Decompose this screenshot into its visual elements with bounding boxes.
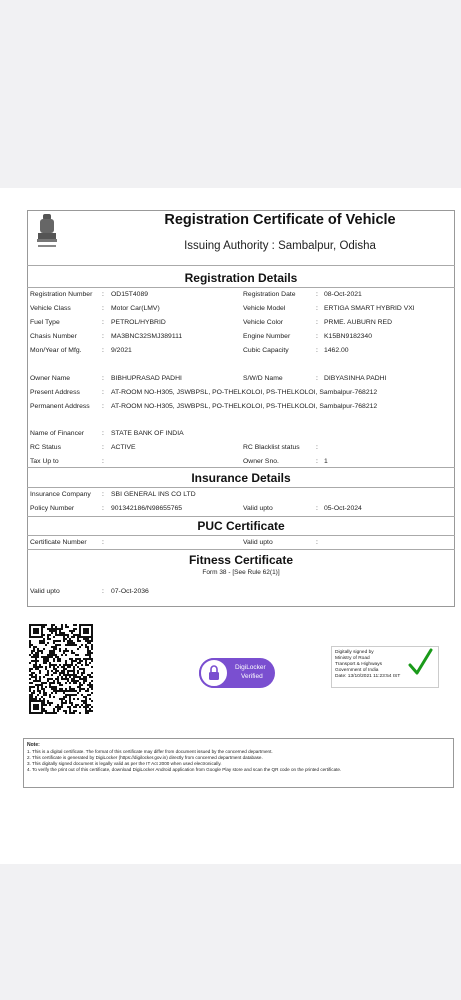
signature-line: Digitally signed by [335,650,374,655]
note-line: 3. This digitally signed document is legally valid as per the IT Act 2000 when used electronically. [27,761,222,766]
fitness-certificate-heading: Fitness Certificate [188,553,294,567]
divider [27,487,455,488]
colon: : [316,444,318,451]
insurance-details-heading: Insurance Details [191,471,291,485]
colon: : [102,403,104,410]
chassis-label: Chasis Number [30,333,77,340]
divider [27,535,455,536]
colon: : [102,333,104,340]
puc-valid-label: Valid upto [243,539,273,546]
checkmark-icon [406,647,434,679]
rc-status-label: RC Status [30,444,61,451]
colon: : [316,539,318,546]
policy-value: 901342186/N98655765 [111,505,183,512]
mfg-value: 9/2021 [111,347,132,354]
owner-sno-value: 1 [324,458,328,465]
registration-details-heading: Registration Details [184,271,298,285]
note-line: 2. This certificate is generated by DigiLocker (https://digilocker.gov.in) directly from concerned department database. [27,755,263,760]
insurance-company-value: SBI GENERAL INS CO LTD [111,491,196,498]
blacklist-label: RC Blacklist status [243,444,300,451]
insurance-valid-value: 05-Oct-2024 [324,505,362,512]
vehicle-class-label: Vehicle Class [30,305,71,312]
chassis-value: MA3BNC32SMJ389111 [111,333,183,340]
divider [27,265,455,266]
digilocker-lock-icon [199,658,229,688]
policy-label: Policy Number [30,505,75,512]
owner-value: BIBHUPRASAD PADHI [111,375,182,382]
financer-label: Name of Financer [30,430,85,437]
colon: : [102,375,104,382]
vehicle-class-value: Motor Car(LMV) [111,305,160,312]
fitness-valid-value: 07-Oct-2036 [111,588,149,595]
issuing-authority: Issuing Authority : Sambalpur, Odisha [184,240,376,252]
colon: : [102,491,104,498]
divider [27,516,455,517]
divider [27,549,455,550]
financer-value: STATE BANK OF INDIA [111,430,184,437]
colon: : [316,291,318,298]
qr-code-icon [29,624,93,714]
colon: : [102,347,104,354]
fitness-form-reference: Form 38 - [See Rule 62(1)] [202,569,280,576]
signature-date: Date: 13/10/2021 11:23:54 IST [335,674,401,679]
owner-sno-label: Owner Sno. [243,458,279,465]
divider [27,287,455,288]
insurance-valid-label: Valid upto [243,505,273,512]
reg-date-label: Registration Date [243,291,296,298]
colon: : [102,588,104,595]
swd-label: S/W/D Name [243,375,283,382]
certificate-page [0,188,461,864]
colon: : [316,305,318,312]
note-heading: Note: [27,742,40,748]
owner-label: Owner Name [30,375,71,382]
reg-number-value: OD15T4089 [111,291,149,298]
digital-signature-box [331,646,439,688]
colon: : [316,333,318,340]
puc-certificate-heading: PUC Certificate [197,519,285,533]
fuel-type-label: Fuel Type [30,319,60,326]
divider [27,467,455,468]
colon: : [102,291,104,298]
note-box [23,738,454,788]
cc-label: Cubic Capacity [243,347,289,354]
colon: : [102,458,104,465]
certificate-title: Registration Certificate of Vehicle [164,212,396,228]
mfg-label: Mon/Year of Mfg. [30,347,82,354]
insurance-company-label: Insurance Company [30,491,91,498]
permanent-address-label: Permanent Address [30,403,90,410]
engine-label: Engine Number [243,333,291,340]
vehicle-model-value: ERTIGA SMART HYBRID VXI [324,305,415,312]
colon: : [102,539,104,546]
permanent-address-value: AT-ROOM NO-H305, JSWBPSL, PO-THELKOLOI, PS-THELKOLOI, Sambalpur-768212 [111,403,378,410]
swd-value: DIBYASINHA PADHI [324,375,387,382]
colon: : [316,375,318,382]
signature-line: Transport & Highways [335,662,383,667]
tax-label: Tax Up to [30,458,59,465]
state-emblem-icon [34,212,60,252]
note-line: 1. This is a digital certificate. The format of this certificate may differ from document issued by the concerned department. [27,749,273,754]
colon: : [316,347,318,354]
reg-number-label: Registration Number [30,291,93,298]
colon: : [102,389,104,396]
digilocker-label: DigiLocker [235,664,266,671]
colon: : [102,319,104,326]
colon: : [102,430,104,437]
fuel-type-value: PETROL/HYBRID [111,319,166,326]
cc-value: 1462.00 [324,347,349,354]
colon: : [316,505,318,512]
rc-status-value: ACTIVE [111,444,136,451]
fitness-valid-label: Valid upto [30,588,60,595]
colon: : [102,505,104,512]
reg-date-value: 08-Oct-2021 [324,291,362,298]
digilocker-verified-badge [199,658,275,688]
vehicle-model-label: Vehicle Model [243,305,286,312]
verified-label: Verified [241,673,263,680]
signature-line: Ministry of Road [335,656,370,661]
colon: : [316,458,318,465]
present-address-value: AT-ROOM NO-H305, JSWBPSL, PO-THELKOLOI, PS-THELKOLOI, Sambalpur-768212 [111,389,378,396]
vehicle-color-label: Vehicle Color [243,319,284,326]
engine-value: K15BN9182340 [324,333,372,340]
present-address-label: Present Address [30,389,80,396]
colon: : [102,444,104,451]
colon: : [102,305,104,312]
signature-line: Government of India [335,668,379,673]
note-line: 4. To verify the print out of this certificate, download DigiLocker Android application from Google Play store and scan the QR code on the printed certificate. [27,767,342,772]
colon: : [316,319,318,326]
cert-number-label: Certificate Number [30,539,87,546]
vehicle-color-value: PRME. AUBURN RED [324,319,392,326]
